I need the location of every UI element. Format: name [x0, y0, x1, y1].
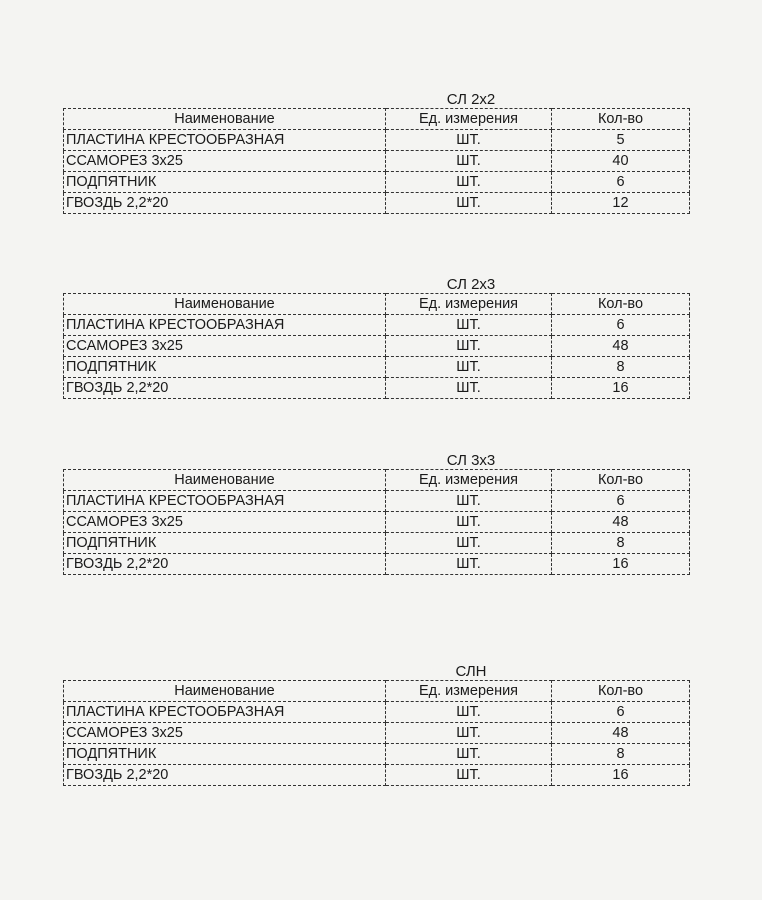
cell-name: ГВОЗДЬ 2,2*20 [64, 193, 386, 214]
table-row [64, 357, 690, 378]
spec-table [63, 469, 690, 575]
cell-name: ССАМОРЕЗ 3х25 [64, 723, 386, 744]
table-row [64, 744, 690, 765]
cell-name: ССАМОРЕЗ 3х25 [64, 151, 386, 172]
header-qty: Кол-во [552, 470, 690, 491]
cell-unit: ШТ. [386, 491, 552, 512]
table-row [64, 130, 690, 151]
cell-qty: 48 [552, 723, 690, 744]
cell-unit: ШТ. [386, 702, 552, 723]
table-row [64, 554, 690, 575]
header-unit: Ед. измерения [386, 294, 552, 315]
header-name: Наименование [64, 294, 386, 315]
cell-name: ПЛАСТИНА КРЕСТООБРАЗНАЯ [64, 315, 386, 336]
table-row [64, 172, 690, 193]
header-name: Наименование [64, 109, 386, 130]
table-row [64, 378, 690, 399]
cell-unit: ШТ. [386, 315, 552, 336]
cell-name: ГВОЗДЬ 2,2*20 [64, 378, 386, 399]
block-title: СЛН [455, 663, 487, 680]
table-header-row [64, 294, 690, 315]
spec-block-sln [63, 664, 689, 786]
header-qty: Кол-во [552, 294, 690, 315]
cell-unit: ШТ. [386, 723, 552, 744]
cell-name: ПЛАСТИНА КРЕСТООБРАЗНАЯ [64, 491, 386, 512]
cell-qty: 48 [552, 336, 690, 357]
cell-name: ПОДПЯТНИК [64, 357, 386, 378]
table-row [64, 702, 690, 723]
cell-unit: ШТ. [386, 193, 552, 214]
cell-unit: ШТ. [386, 378, 552, 399]
table-row [64, 491, 690, 512]
cell-qty: 6 [552, 702, 690, 723]
cell-unit: ШТ. [386, 336, 552, 357]
spec-table [63, 108, 690, 214]
cell-unit: ШТ. [386, 533, 552, 554]
cell-qty: 48 [552, 512, 690, 533]
cell-qty: 6 [552, 491, 690, 512]
cell-unit: ШТ. [386, 130, 552, 151]
block-title: СЛ 2х2 [446, 91, 496, 108]
spec-block-sl-2x3 [63, 277, 689, 399]
table-row [64, 151, 690, 172]
cell-unit: ШТ. [386, 172, 552, 193]
cell-qty: 16 [552, 765, 690, 786]
table-row [64, 533, 690, 554]
table-row [64, 315, 690, 336]
header-unit: Ед. измерения [386, 470, 552, 491]
table-row [64, 723, 690, 744]
table-row [64, 336, 690, 357]
cell-qty: 40 [552, 151, 690, 172]
cell-unit: ШТ. [386, 744, 552, 765]
spec-table [63, 680, 690, 786]
cell-name: ССАМОРЕЗ 3х25 [64, 512, 386, 533]
cell-qty: 5 [552, 130, 690, 151]
cell-name: ГВОЗДЬ 2,2*20 [64, 765, 386, 786]
cell-name: ПЛАСТИНА КРЕСТООБРАЗНАЯ [64, 702, 386, 723]
block-title: СЛ 3х3 [446, 452, 496, 469]
cell-qty: 8 [552, 533, 690, 554]
table-row [64, 512, 690, 533]
table-header-row [64, 470, 690, 491]
header-qty: Кол-во [552, 109, 690, 130]
header-name: Наименование [64, 681, 386, 702]
spec-table [63, 293, 690, 399]
cell-qty: 16 [552, 378, 690, 399]
cell-qty: 6 [552, 315, 690, 336]
header-unit: Ед. измерения [386, 681, 552, 702]
cell-name: ПОДПЯТНИК [64, 172, 386, 193]
spec-block-sl-3x3 [63, 453, 689, 575]
cell-unit: ШТ. [386, 357, 552, 378]
header-name: Наименование [64, 470, 386, 491]
spec-block-sl-2x2 [63, 92, 689, 214]
cell-name: ГВОЗДЬ 2,2*20 [64, 554, 386, 575]
header-qty: Кол-во [552, 681, 690, 702]
table-header-row [64, 109, 690, 130]
cell-qty: 8 [552, 357, 690, 378]
cell-qty: 16 [552, 554, 690, 575]
cell-name: ПОДПЯТНИК [64, 744, 386, 765]
table-row [64, 193, 690, 214]
cell-qty: 8 [552, 744, 690, 765]
cell-unit: ШТ. [386, 765, 552, 786]
cell-qty: 6 [552, 172, 690, 193]
header-unit: Ед. измерения [386, 109, 552, 130]
cell-name: ПЛАСТИНА КРЕСТООБРАЗНАЯ [64, 130, 386, 151]
cell-unit: ШТ. [386, 554, 552, 575]
table-row [64, 765, 690, 786]
cell-qty: 12 [552, 193, 690, 214]
cell-name: ССАМОРЕЗ 3х25 [64, 336, 386, 357]
cell-unit: ШТ. [386, 151, 552, 172]
table-header-row [64, 681, 690, 702]
cell-name: ПОДПЯТНИК [64, 533, 386, 554]
block-title: СЛ 2х3 [446, 276, 496, 293]
cell-unit: ШТ. [386, 512, 552, 533]
